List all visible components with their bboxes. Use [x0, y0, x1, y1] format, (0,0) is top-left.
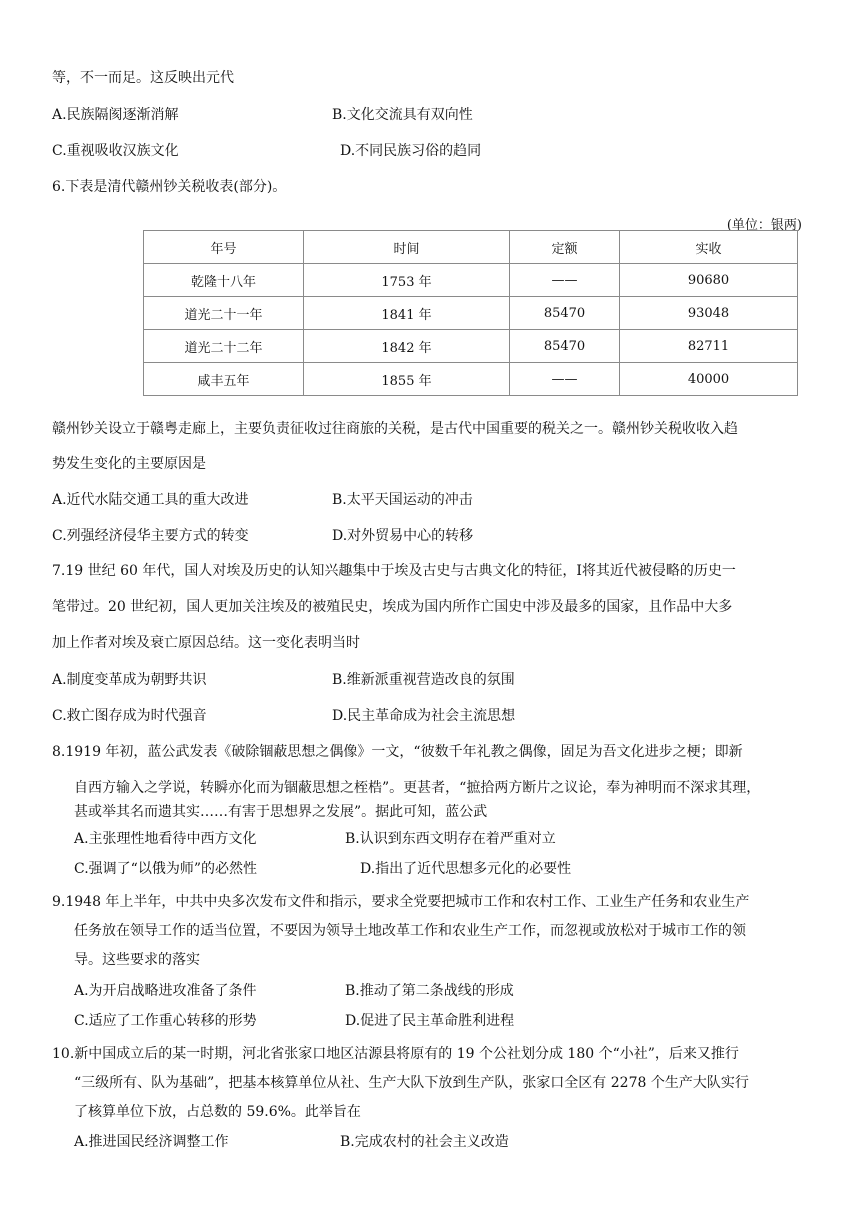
q7-option-d: D.民主革命成为社会主流思想: [332, 708, 516, 724]
q6-option-a: A.近代水陆交通工具的重大改进: [52, 492, 249, 508]
q5-option-a: A.民族隔阂逐渐消解: [52, 107, 179, 123]
table-cell: 93048: [620, 297, 798, 330]
table-cell: 90680: [620, 264, 798, 297]
table-row: [144, 363, 798, 396]
tax-table: [143, 230, 798, 396]
table-cell: 85470: [510, 297, 620, 330]
q8-option-d: D.指出了近代思想多元化的必要性: [360, 861, 572, 877]
q8-option-a: A.主张理性地看待中西方文化: [74, 831, 257, 847]
q10-stem-line: 了核算单位下放，占总数的 59.6%。此举旨在: [74, 1104, 361, 1120]
table-cell: 85470: [510, 330, 620, 363]
table-cell: ——: [510, 363, 620, 396]
table-header-cell: 年号: [144, 231, 304, 264]
q6-table-unit: (单位：银两): [726, 218, 802, 233]
q7-option-b: B.维新派重视营造改良的氛围: [332, 672, 515, 688]
q9-option-d: D.促进了民主革命胜利进程: [345, 1013, 515, 1029]
table-row: [144, 297, 798, 330]
q6-text-line: 势发生变化的主要原因是: [52, 456, 206, 472]
q6-option-d: D.对外贸易中心的转移: [332, 528, 474, 544]
table-cell: 道光二十一年: [144, 297, 304, 330]
table-cell: 40000: [620, 363, 798, 396]
q9-option-b: B.推动了第二条战线的形成: [345, 983, 514, 999]
q6-option-b: B.太平天国运动的冲击: [332, 492, 473, 508]
q10-stem-line: “三级所有、队为基础”，把基本核算单位从社、生产大队下放到生产队，张家口全区有 2278 个生产大队实行: [74, 1075, 749, 1091]
q5-option-d: D.不同民族习俗的趋同: [340, 143, 482, 159]
table-header-cell: 时间: [304, 231, 510, 264]
table-row: [144, 264, 798, 297]
table-header-row: [144, 231, 798, 264]
q10-option-a: A.推进国民经济调整工作: [74, 1134, 229, 1150]
table-cell: 道光二十二年: [144, 330, 304, 363]
q10-stem-line: 10.新中国成立后的某一时期，河北省张家口地区沽源县将原有的 19 个公社划分成 180 个“小社”，后来又推行: [52, 1046, 739, 1062]
q7-option-c: C.救亡图存成为时代强音: [52, 708, 207, 724]
table-cell: 乾隆十八年: [144, 264, 304, 297]
table-cell: 1753 年: [304, 264, 510, 297]
q5-option-b: B.文化交流具有双向性: [332, 107, 473, 123]
q9-option-a: A.为开启战略进攻准备了条件: [74, 983, 257, 999]
q6-option-c: C.列强经济侵华主要方式的转变: [52, 528, 249, 544]
table-cell: 咸丰五年: [144, 363, 304, 396]
q10-option-b: B.完成农村的社会主义改造: [340, 1134, 509, 1150]
table-row: [144, 330, 798, 363]
q5-stem-tail: 等，不一而足。这反映出元代: [52, 70, 234, 86]
table-cell: 1855 年: [304, 363, 510, 396]
q7-stem-line: 7.19 世纪 60 年代，国人对埃及历史的认知兴趣集中于埃及古史与古典文化的特征，I将其近代被侵略的历史一: [52, 563, 736, 579]
table-cell: 1841 年: [304, 297, 510, 330]
q9-option-c: C.适应了工作重心转移的形势: [74, 1013, 257, 1029]
q9-stem-line: 任务放在领导工作的适当位置，不要因为领导土地改革工作和农业生产工作，而忽视或放松对于城市工作的领: [74, 923, 746, 939]
table-cell: 82711: [620, 330, 798, 363]
table-header-cell: 实收: [620, 231, 798, 264]
q9-stem-line: 导。这些要求的落实: [74, 952, 200, 968]
table-cell: 1842 年: [304, 330, 510, 363]
q6-text-line: 赣州钞关设立于赣粤走廊上，主要负责征收过往商旅的关税，是古代中国重要的税关之一。赣州钞关税收收入趋: [52, 421, 738, 437]
q8-option-b: B.认识到东西文明存在着严重对立: [345, 831, 556, 847]
q5-option-c: C.重视吸收汉族文化: [52, 143, 179, 159]
table-cell: ——: [510, 264, 620, 297]
q8-stem-line: 甚或举其名而遗其实……有害于思想界之发展”。据此可知，蓝公武: [74, 804, 488, 820]
q6-stem: 6.下表是清代赣州钞关税收表(部分)。: [52, 179, 287, 195]
q7-option-a: A.制度变革成为朝野共识: [52, 672, 207, 688]
q7-stem-line: 加上作者对埃及衰亡原因总结。这一变化表明当时: [52, 635, 360, 651]
q8-stem-line: 8.1919 年初，蓝公武发表《破除锢蔽思想之偶像》一文，“彼数千年礼教之偶像，固足为吾文化进步之梗；即新: [52, 744, 743, 760]
q8-stem-line: 自西方输入之学说，转瞬亦化而为锢蔽思想之桎梏”。更甚者，“摭拾两方断片之议论，奉为神明而不深求其理，: [74, 780, 761, 796]
q9-stem-line: 9.1948 年上半年，中共中央多次发布文件和指示，要求全党要把城市工作和农村工作、工业生产任务和农业生产: [52, 894, 750, 910]
q8-option-c: C.强调了“以俄为师”的必然性: [74, 861, 257, 877]
q7-stem-line: 笔带过。20 世纪初，国人更加关注埃及的被殖民史，埃成为国内所作亡国史中涉及最多的国家，且作品中大多: [52, 599, 733, 615]
table-header-cell: 定额: [510, 231, 620, 264]
